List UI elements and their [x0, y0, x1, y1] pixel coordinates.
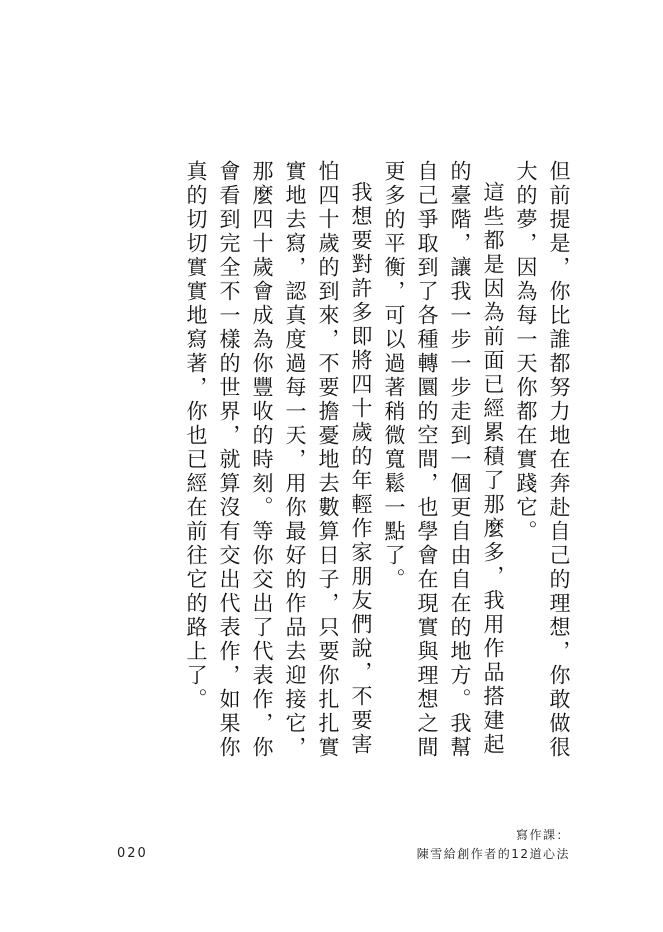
vertical-text-block [179, 160, 575, 760]
running-footer-book-title [417, 826, 570, 864]
book-title-line-2: 陳雪給創作者的12道心法 [416, 847, 570, 861]
paragraph-1: 但前提是，你比誰都努力地在奔赴自己的理想，你敢做很大的夢，因為每一天你都在實踐它。 [514, 160, 571, 760]
book-title-line-1: 寫作課： [515, 828, 570, 842]
paragraph-2: 這些都是因為前面已經累積了那麼多，我用作品搭建起的臺階，讓我一步一步走到一個更自由自在的地方。我幫自己爭取到了各種轉圜的空間，也學會在現實與理想之間更多的平衡，可以過著稍微寬鬆一點了。 [382, 160, 505, 760]
page-number: 020 [117, 846, 148, 861]
paragraph-3: 我想要對許多即將四十歲的年輕作家朋友們說，不要害怕四十歲的到來，不要擔憂地去數算日子，只要你扎扎實實地去寫，認真度過每一天，用你最好的作品去迎接它，那麼四十歲會成為你豐收的時刻。等你交出了代表作，你會看到完全不一樣的世界，就算沒有交出代表作，如果你真的切切實實地寫著，你也已經在前往它的路上了。 [184, 160, 373, 760]
